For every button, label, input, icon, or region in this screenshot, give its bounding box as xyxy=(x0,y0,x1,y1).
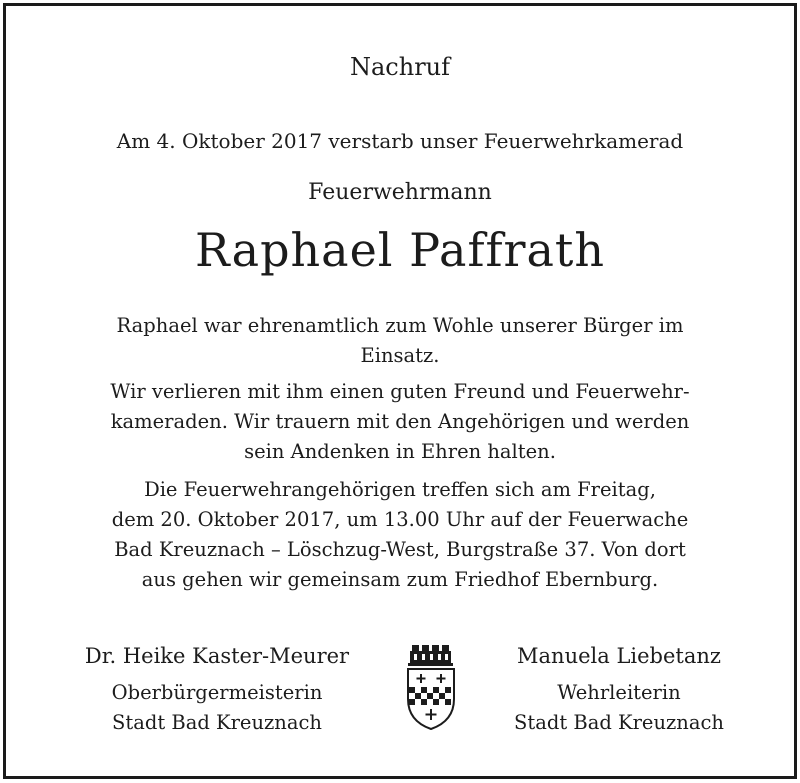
notice-intro: Am 4. Oktober 2017 verstarb unser Feuerwehrkamerad xyxy=(116,129,684,153)
paragraph-tribute xyxy=(50,311,750,371)
signature-org: Stadt Bad Kreuznach xyxy=(514,711,724,734)
paragraph-line: Wir verlieren mit ihm einen guten Freund und Feuerwehr- xyxy=(110,380,690,403)
signature-right xyxy=(449,641,789,738)
paragraph-funeral-details xyxy=(50,475,750,595)
deceased-name: Raphael Paffrath xyxy=(194,223,606,277)
paragraph-line: Bad Kreuznach – Löschzug-West, Burgstraße 37. Von dort xyxy=(114,538,686,561)
paragraph-line: Die Feuerwehrangehörigen treffen sich am Freitag, xyxy=(144,478,656,501)
paragraph-line: sein Andenken in Ehren halten. xyxy=(244,440,556,463)
paragraph-mourning xyxy=(50,377,750,467)
signature-left xyxy=(47,641,387,738)
paragraph-line: dem 20. Oktober 2017, um 13.00 Uhr auf der Feuerwache xyxy=(111,508,689,531)
paragraph-line: Raphael war ehrenamtlich zum Wohle unserer Bürger im xyxy=(116,314,684,337)
paragraph-line: aus gehen wir gemeinsam zum Friedhof Ebernburg. xyxy=(141,568,659,591)
paragraph-line: kameraden. Wir trauern mit den Angehörigen und werden xyxy=(110,410,690,433)
deceased-rank: Feuerwehrmann xyxy=(308,180,492,205)
notice-title: Nachruf xyxy=(349,53,451,81)
signature-name: Manuela Liebetanz xyxy=(517,644,721,668)
signature-name: Dr. Heike Kaster-Meurer xyxy=(84,644,350,668)
signature-org: Stadt Bad Kreuznach xyxy=(112,711,322,734)
signature-role: Oberbürgermeisterin xyxy=(111,681,323,704)
paragraph-line: Einsatz. xyxy=(360,344,440,367)
signature-role: Wehrleiterin xyxy=(557,681,681,704)
